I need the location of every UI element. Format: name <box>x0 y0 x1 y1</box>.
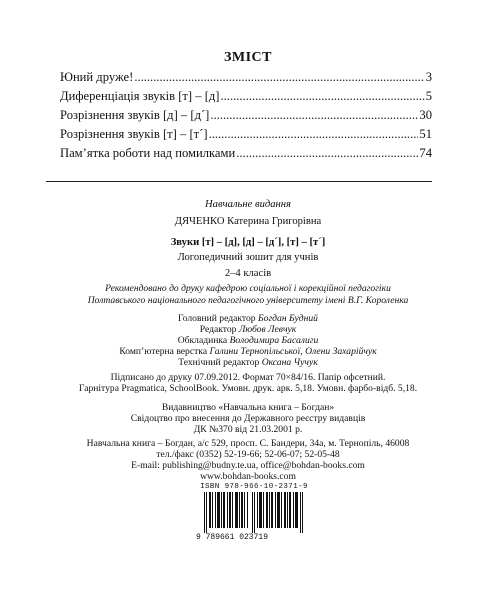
toc-leader-dots <box>134 68 424 87</box>
section-divider <box>46 181 432 182</box>
toc-leader-dots <box>209 125 419 144</box>
toc-entry <box>60 144 432 163</box>
edition-type: Навчальне видання <box>205 199 291 210</box>
toc-leader-dots <box>236 144 418 163</box>
toc-entry-label: Пам’ятка роботи над помилками <box>60 146 236 160</box>
toc-entry-page: 30 <box>419 108 432 122</box>
barcode-digits: 9 789661 023719 <box>196 533 269 542</box>
recommendation-line: Полтавського національного педагогічного університету імені В.Г. Короленка <box>87 295 409 306</box>
table-of-contents <box>60 68 432 163</box>
toc-entry <box>60 125 432 144</box>
author-name: ДЯЧЕНКО Катерина Григорівна <box>174 216 322 227</box>
staff-name: Богдан Будний <box>257 313 318 324</box>
print-details: Підписано до друку 07.09.2012. Формат 70×84/16. Папір офсетний. <box>110 372 386 383</box>
toc-leader-dots <box>221 87 425 106</box>
publisher-email: E-mail: publishing@budny.te.ua, office@bohdan-books.com <box>131 460 365 471</box>
staff-credit <box>0 335 496 347</box>
publisher-address: Навчальна книга – Богдан, а/с 529, просп. С. Бандери, 34а, м. Тернопіль, 46008 <box>86 438 410 449</box>
book-title: Звуки [т] – [д], [д] – [д´], [т] – [т´] <box>170 237 326 248</box>
isbn-barcode <box>196 483 312 543</box>
staff-role: Головний редактор <box>178 313 256 324</box>
publisher-website: www.bohdan-books.com <box>200 471 296 482</box>
toc-entry-page: 51 <box>419 127 432 141</box>
toc-entry <box>60 106 432 125</box>
staff-name: Галини Тернопільської, Олени Захарійчук <box>209 346 377 357</box>
registry-line: Свідоцтво про внесення до Державного реєстру видавців <box>130 413 366 424</box>
staff-role: Обкладинка <box>177 335 228 346</box>
license-number: ДК №370 від 21.03.2001 р. <box>193 424 303 435</box>
staff-credit <box>0 324 496 336</box>
toc-entry-page: 74 <box>419 146 432 160</box>
toc-entry <box>60 68 432 87</box>
isbn-number: ISBN 978-966-10-2371-9 <box>200 483 308 491</box>
staff-role: Комп’ютерна верстка <box>119 346 208 357</box>
publisher-phone: тел./факс (0352) 52-19-66; 52-06-07; 52-05-48 <box>156 449 340 460</box>
staff-credit <box>0 346 496 358</box>
staff-name: Володимира Басалиги <box>229 335 319 346</box>
publisher-name: Видавництво «Навчальна книга – Богдан» <box>161 402 335 413</box>
toc-entry-label: Диференціація звуків [т] – [д] <box>60 89 220 103</box>
toc-entry-label: Розрізнення звуків [д] – [д´] <box>60 108 210 122</box>
staff-credit <box>0 357 496 369</box>
staff-name: Любов Левчук <box>238 324 297 335</box>
print-details: Гарнітура Pragmatica, SchoolBook. Умовн. друк. арк. 5,18. Умовн. фарбо-відб. 5,18. <box>78 383 418 394</box>
toc-entry-page: 3 <box>425 70 432 84</box>
toc-entry-label: Розрізнення звуків [т] – [т´] <box>60 127 208 141</box>
toc-entry-label: Юний друже! <box>60 70 134 84</box>
toc-title: ЗМІСТ <box>224 50 272 65</box>
recommendation-line: Рекомендовано до друку кафедрою соціальної і корекційної педагогіки <box>105 283 391 294</box>
toc-entry-page: 5 <box>425 89 432 103</box>
staff-name: Оксана Чучук <box>261 357 318 368</box>
staff-role: Редактор <box>199 324 237 335</box>
book-subtitle: Логопедичний зошит для учнів <box>177 252 319 263</box>
toc-entry <box>60 87 432 106</box>
staff-role: Технічний редактор <box>178 357 260 368</box>
staff-credit <box>0 313 496 325</box>
grades: 2–4 класів <box>224 268 272 279</box>
barcode-bars <box>196 492 312 533</box>
toc-leader-dots <box>210 106 418 125</box>
